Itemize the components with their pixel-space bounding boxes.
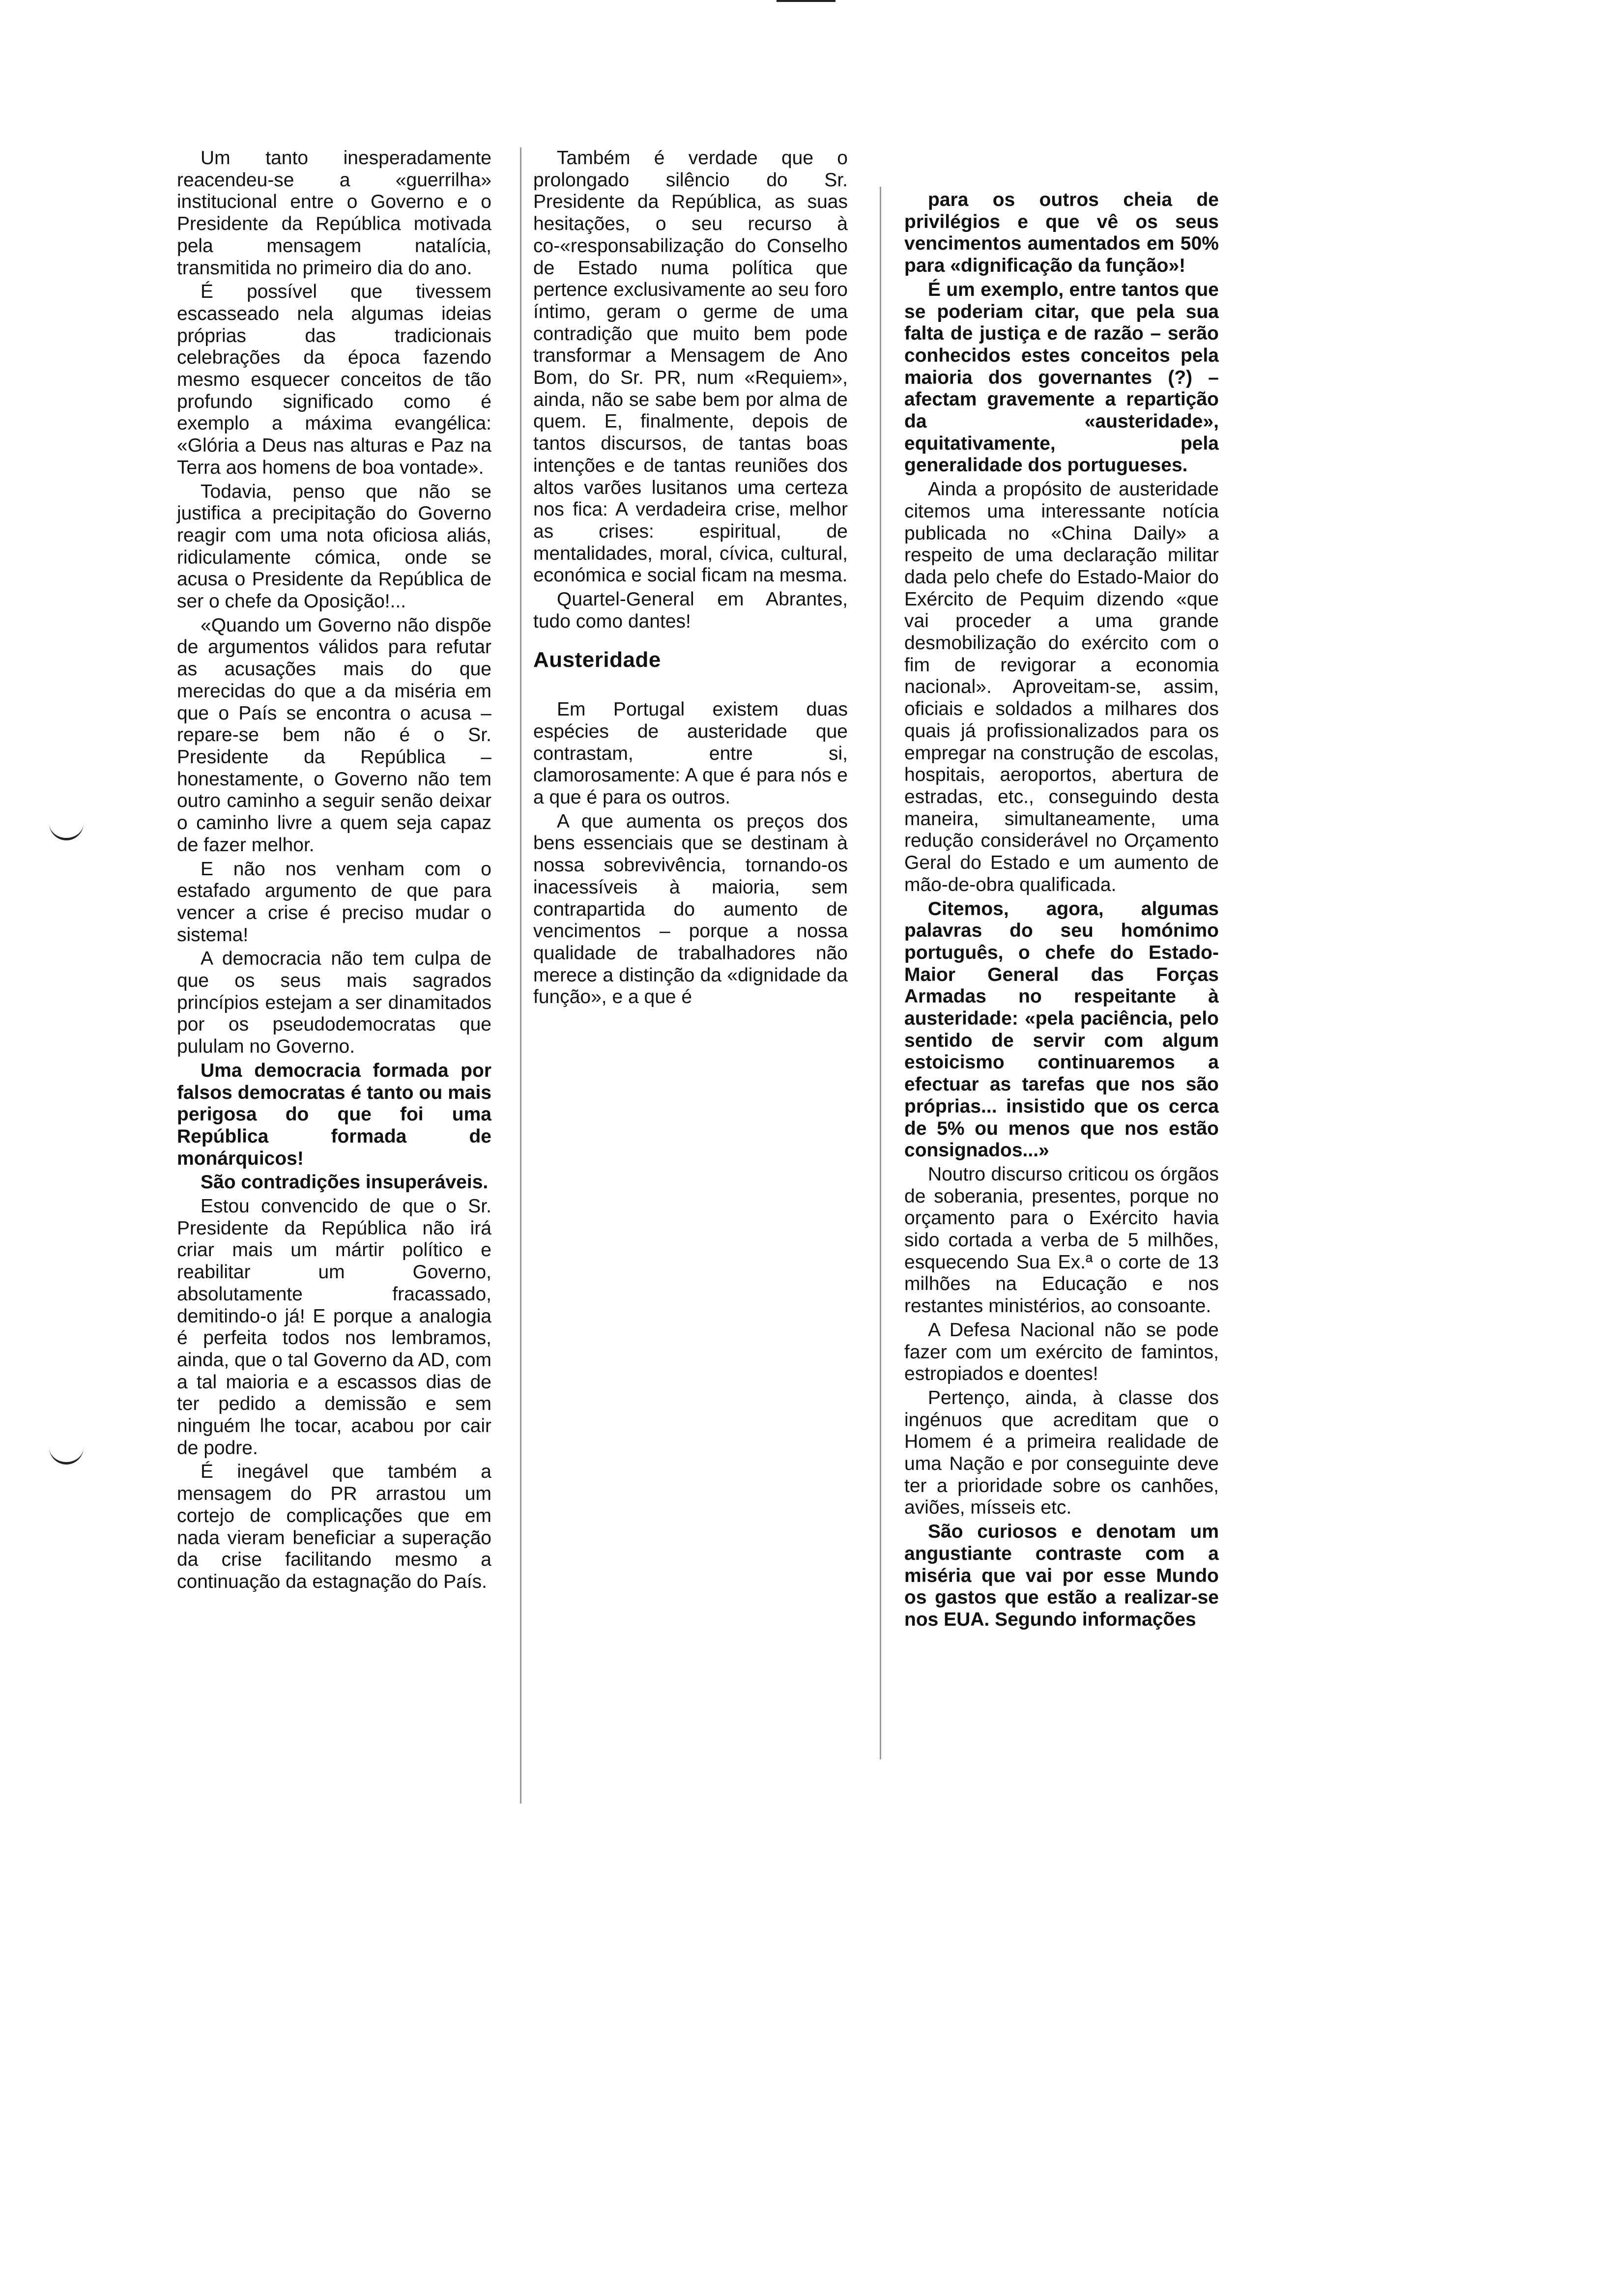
paragraph: E não nos venham com o estafado argumento de que para vencer a crise é preciso mudar o sistema! — [177, 858, 491, 946]
paragraph: É possível que tivessem escasseado nela algumas ideias próprias das tradicionais celebrações da época fazendo mesmo esquecer conceitos de tão profundo significado como é exemplo a máxima evangélica: «Glória a Deus nas alturas e Paz na Terra aos homens de boa vontade». — [177, 281, 491, 478]
article-column-2 — [533, 147, 848, 1010]
section-heading: Austeridade — [533, 648, 661, 672]
scan-edge-mark — [777, 0, 835, 2]
paragraph: A Defesa Nacional não se pode fazer com um exército de famintos, estropiados e doentes! — [904, 1319, 1219, 1385]
paragraph: para os outros cheia de privilégios e que vê os seus vencimentos aumentados em 50% para «dignificação da função»! — [904, 189, 1219, 277]
paragraph: Citemos, agora, algumas palavras do seu homónimo português, o chefe do Estado-Maior General das Forças Armadas no respeitante à austeridade: «pela paciência, pelo sentido de servir com algum estoicismo continuaremos a efectuar as tarefas que nos são próprias... insistido que os cerca de 5% ou menos que nos estão consignados...» — [904, 898, 1219, 1161]
paragraph: A que aumenta os preços dos bens essenciais que se destinam à nossa sobrevivência, tornando-os inacessíveis à maioria, sem contrapartida do aumento de vencimentos – porque a nossa qualidade de trabalhadores não merece a distinção da «dignidade da função», e a que é — [533, 810, 848, 1008]
paragraph: Quartel-General em Abrantes, tudo como dantes! — [533, 589, 848, 632]
paragraph: «Quando um Governo não dispõe de argumentos válidos para refutar as acusações mais do que merecidas do que a da miséria em que o País se encontra o acusa – repare-se bem não é o Sr. Presidente da República – honestamente, o Governo não tem outro caminho a seguir senão deixar o caminho livre a quem seja capaz de fazer melhor. — [177, 614, 491, 856]
paragraph: Estou convencido de que o Sr. Presidente da República não irá criar mais um mártir político e reabilitar um Governo, absolutamente fracassado, demitindo-o já! E porque a analogia é perfeita todos nos lembramos, ainda, que o tal Governo da AD, com a tal maioria e a escassos dias de ter pedido a demissão e sem ninguém lhe tocar, acabou por cair de podre. — [177, 1196, 491, 1459]
paragraph: É inegável que também a mensagem do PR arrastou um cortejo de complicações que em nada vieram beneficiar a superação da crise facilitando mesmo a continuação da estagnação do País. — [177, 1461, 491, 1592]
binder-hole-mark — [49, 1442, 84, 1464]
paragraph: Pertenço, ainda, à classe dos ingénuos que acreditam que o Homem é a primeira realidade de uma Nação e por conseguinte deve ter a prioridade sobre os canhões, aviões, mísseis etc. — [904, 1387, 1219, 1519]
paragraph: Uma democracia formada por falsos democratas é tanto ou mais perigosa do que foi uma República formada de monárquicos! — [177, 1060, 491, 1169]
article-column-1 — [177, 147, 491, 1595]
column-divider — [880, 187, 881, 1759]
paragraph: São contradições insuperáveis. — [201, 1172, 489, 1193]
paragraph: É um exemplo, entre tantos que se poderiam citar, que pela sua falta de justiça e de razão – serão conhecidos estes conceitos pela maioria dos governantes (?) – afectam gravemente a repartição da «austeridade», equitativamente, pela generalidade dos portugueses. — [904, 279, 1219, 476]
paragraph: A democracia não tem culpa de que os seus mais sagrados princípios estejam a ser dinamitados por os pseudodemocratas que pululam no Governo. — [177, 948, 491, 1058]
paragraph: Um tanto inesperadamente reacendeu-se a «guerrilha» institucional entre o Governo e o Presidente da República motivada pela mensagem natalícia, transmitida no primeiro dia do ano. — [177, 147, 491, 279]
binder-hole-mark — [49, 818, 84, 840]
paragraph: Todavia, penso que não se justifica a precipitação do Governo reagir com uma nota oficiosa aliás, ridiculamente cómica, onde se acusa o Presidente da República de ser o chefe da Oposição!... — [177, 481, 491, 612]
paragraph: Noutro discurso criticou os órgãos de soberania, presentes, porque no orçamento para o Exército havia sido cortada a verba de 5 milhões, esquecendo Sua Ex.ª o corte de 13 milhões na Educação e nos restantes ministérios, ao consoante. — [904, 1163, 1219, 1317]
paragraph: Em Portugal existem duas espécies de austeridade que contrastam, entre si, clamorosamente: A que é para nós e a que é para os outros. — [533, 699, 848, 808]
article-column-3 — [904, 189, 1219, 1633]
column-divider — [520, 147, 521, 1804]
paragraph: São curiosos e denotam um angustiante contraste com a miséria que vai por esse Mundo os gastos que estão a realizar-se nos EUA. Segundo informações — [904, 1521, 1219, 1630]
paragraph: Ainda a propósito de austeridade citemos uma interessante notícia publicada no «China Daily» a respeito de uma declaração militar dada pelo chefe do Estado-Maior do Exército de Pequim dizendo «que vai proceder a uma grande desmobilização do exército com o fim de revigorar a economia nacional». Aproveitam-se, assim, oficiais e soldados a milhares dos quais já profissionalizados para os empregar na construção de escolas, hospitais, aeroportos, abertura de estradas, etc., conseguindo desta maneira, simultaneamente, uma redução considerável no Orçamento Geral do Estado e um aumento de mão-de-obra qualificada. — [904, 479, 1219, 895]
paragraph: Também é verdade que o prolongado silêncio do Sr. Presidente da República, as suas hesitações, o seu recurso à co-«responsabilização do Conselho de Estado numa política que pertence exclusivamente ao seu foro íntimo, geram o germe de uma contradição que muito bem pode transformar a Mensagem de Ano Bom, do Sr. PR, num «Requiem», ainda, não se sabe bem por alma de quem. E, finalmente, depois de tantos discursos, de tantas boas intenções e de tantas reuniões dos altos varões lusitanos uma certeza nos fica: A verdadeira crise, melhor as crises: espiritual, de mentalidades, moral, cívica, cultural, económica e social ficam na mesma. — [533, 147, 848, 586]
